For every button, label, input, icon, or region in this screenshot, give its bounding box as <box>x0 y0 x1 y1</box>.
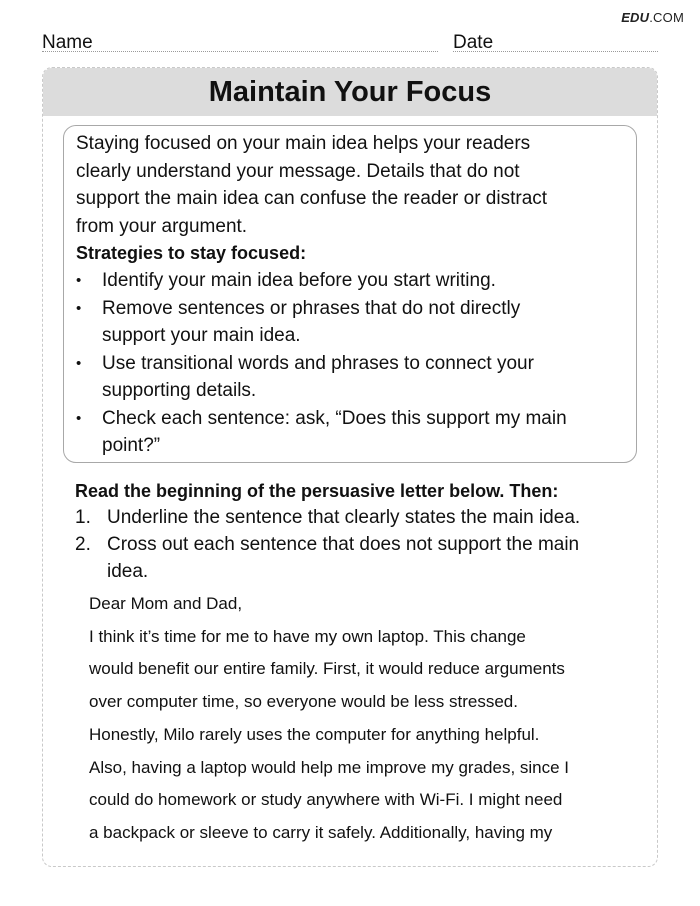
strategy-text: supporting details. <box>102 380 257 401</box>
strategy-text: point?” <box>102 435 161 456</box>
bullet-icon: • <box>76 272 82 289</box>
bullet-icon: • <box>76 299 82 317</box>
strategy-item <box>76 267 626 295</box>
strategies-heading: Strategies to stay focused: <box>76 243 307 263</box>
bullet-icon: • <box>76 409 82 427</box>
date-write-line <box>453 51 658 52</box>
brand-suffix: .COM <box>649 10 684 25</box>
info-box <box>63 125 637 463</box>
strategy-text: Remove sentences or phrases that do not directly <box>102 297 521 319</box>
letter-line: would benefit our entire family. First, it would reduce arguments <box>89 659 565 679</box>
brand-name: EDU <box>621 10 650 25</box>
step-item <box>75 504 641 531</box>
step-text: Underline the sentence that clearly states the main idea. <box>107 507 581 528</box>
step-text: Cross out each sentence that does not support the main <box>107 534 580 555</box>
step-number: 2. <box>75 534 91 555</box>
edu-logo <box>621 10 684 25</box>
strategies-list <box>76 267 626 460</box>
intro-line: clearly understand your message. Details that do not <box>76 160 520 182</box>
title-bar <box>43 68 657 116</box>
intro-paragraph <box>76 130 626 240</box>
worksheet-panel <box>42 67 658 867</box>
date-label: Date <box>453 32 494 53</box>
intro-line: support the main idea can confuse the reader or distract <box>76 188 548 209</box>
letter-line: Also, having a laptop would help me improve my grades, since I <box>89 757 570 777</box>
strategy-text: support your main idea. <box>102 325 301 346</box>
letter-line: I think it’s time for me to have my own laptop. This change <box>89 626 526 646</box>
intro-line: Staying focused on your main idea helps your readers <box>76 133 531 154</box>
letter-line: a backpack or sleeve to carry it safely. Additionally, having my <box>89 822 553 842</box>
bullet-icon: • <box>76 354 82 372</box>
strategy-item <box>76 350 626 405</box>
letter-line: Dear Mom and Dad, <box>89 594 243 613</box>
instructions <box>75 478 641 585</box>
letter-line: could do homework or study anywhere with Wi-Fi. I might need <box>89 790 563 810</box>
step-text: idea. <box>107 561 149 582</box>
steps-list <box>75 504 641 585</box>
strategy-item <box>76 295 626 350</box>
step-item <box>75 531 641 585</box>
strategy-text: Identify your main idea before you start writing. <box>102 270 496 291</box>
name-label: Name <box>42 32 93 53</box>
instructions-heading: Read the beginning of the persuasive letter below. Then: <box>75 481 559 501</box>
strategy-text: Check each sentence: ask, “Does this support my main <box>102 407 567 429</box>
strategy-item <box>76 405 626 460</box>
strategy-text: Use transitional words and phrases to connect your <box>102 352 534 374</box>
letter-line: over computer time, so everyone would be less stressed. <box>89 692 518 712</box>
page-title: Maintain Your Focus <box>208 75 492 108</box>
letter-line: Honestly, Milo rarely uses the computer for anything helpful. <box>89 724 540 744</box>
step-number: 1. <box>75 507 91 528</box>
name-write-line <box>42 51 438 52</box>
name-date-row <box>42 30 658 54</box>
persuasive-letter <box>89 588 629 850</box>
intro-line: from your argument. <box>76 215 248 237</box>
